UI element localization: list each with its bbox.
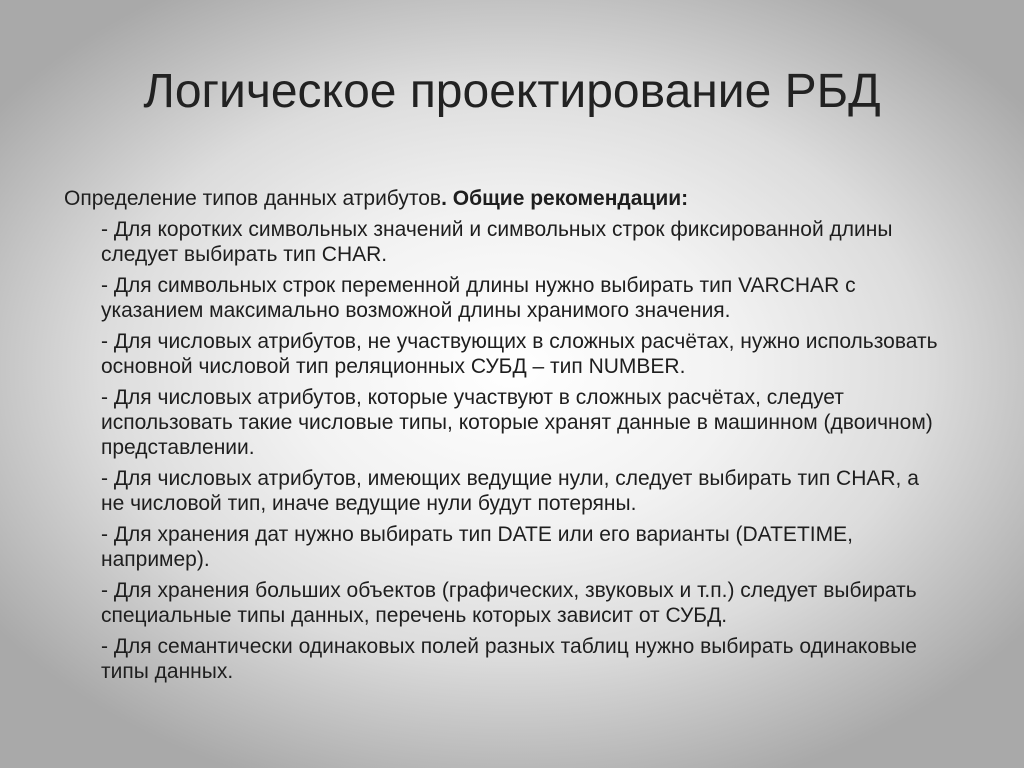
intro-bold-text: . Общие рекомендации: xyxy=(441,187,689,210)
recommendation-item: - Для семантически одинаковых полей разных таблиц нужно выбирать одинаковые типы данных. xyxy=(101,635,917,683)
recommendation-item: - Для числовых атрибутов, которые участвуют в сложных расчётах, следует использовать такие числовые типы, которые хранят данные в машинном (двоичном) представлении. xyxy=(101,386,933,459)
recommendation-item: - Для числовых атрибутов, не участвующих в сложных расчётах, нужно использовать основной числовой тип реляционных СУБД – тип NUMBER. xyxy=(101,330,938,378)
recommendation-item: - Для хранения больших объектов (графических, звуковых и т.п.) следует выбирать специальные типы данных, перечень которых зависит от СУБД. xyxy=(101,579,917,627)
intro-paragraph xyxy=(64,186,944,212)
slide-title: Логическое проектирование РБД xyxy=(143,65,881,118)
recommendation-item: - Для коротких символьных значений и символьных строк фиксированной длины следует выбирать тип CHAR. xyxy=(101,218,893,266)
slide-body xyxy=(64,186,944,690)
recommendation-item: - Для хранения дат нужно выбирать тип DATE или его варианты (DATETIME, например). xyxy=(101,523,853,571)
recommendation-item: - Для числовых атрибутов, имеющих ведущие нули, следует выбирать тип CHAR, а не числовой тип, иначе ведущие нули будут потеряны. xyxy=(101,467,919,515)
recommendation-item: - Для символьных строк переменной длины нужно выбирать тип VARCHAR с указанием максимально возможной длины хранимого значения. xyxy=(101,274,856,322)
intro-text: Определение типов данных атрибутов xyxy=(64,187,442,210)
